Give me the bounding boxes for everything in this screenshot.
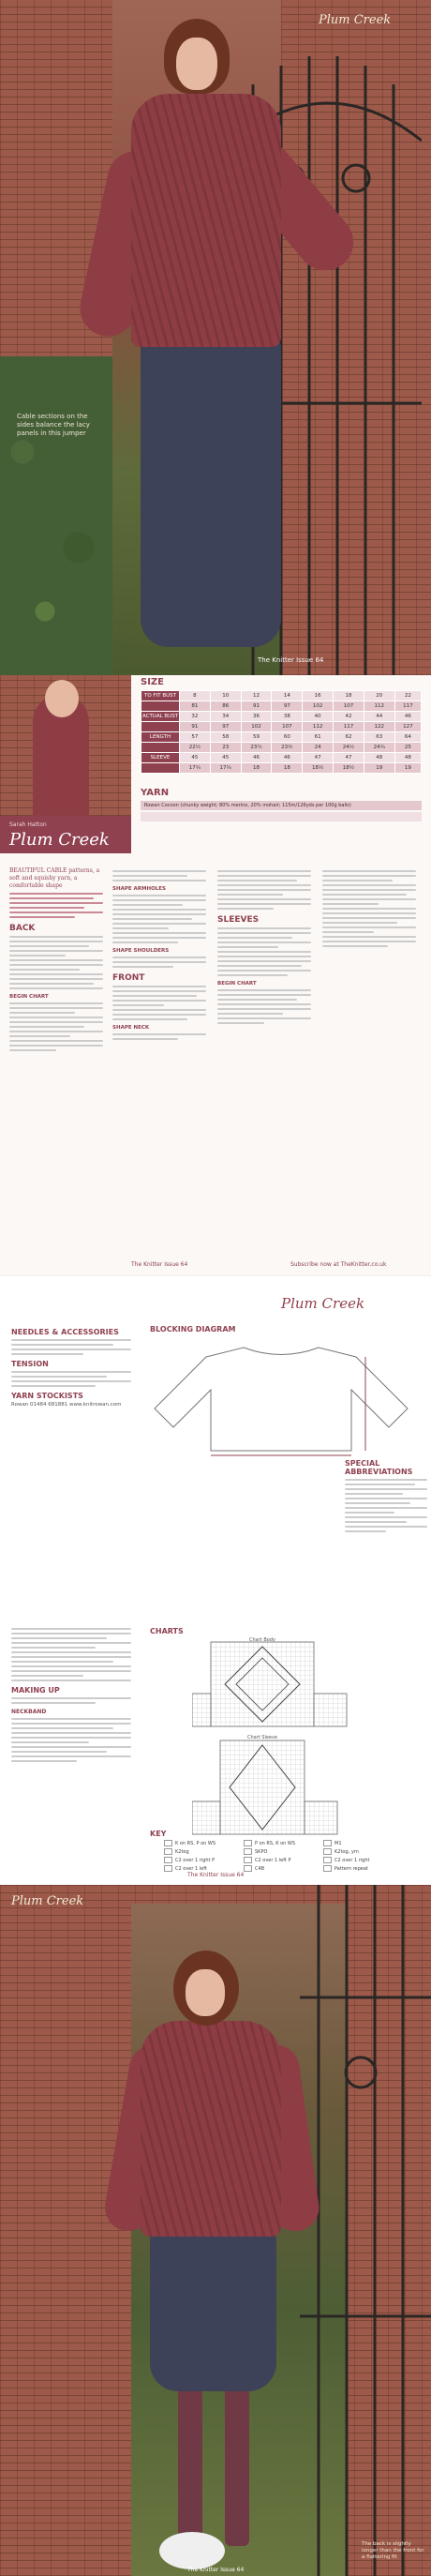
size-cell: 112 <box>364 701 394 712</box>
designer-name: Sarah Hatton <box>9 821 47 828</box>
white-dog <box>159 2532 225 2569</box>
cable-sweater <box>141 2021 281 2237</box>
size-cell: 14 <box>272 691 303 701</box>
size-cell: 107 <box>272 722 303 732</box>
size-cell: 44 <box>364 712 394 722</box>
page-title: Plum Creek <box>11 1894 84 1908</box>
blocking-diagram <box>150 1338 412 1460</box>
size-cell: 24 <box>303 743 334 753</box>
pattern-notes-2 <box>11 1625 131 1765</box>
size-cell: 23 <box>210 743 241 753</box>
key-swatch-icon <box>323 1840 332 1846</box>
key-item <box>323 1840 403 1846</box>
size-cell: 63 <box>364 732 394 743</box>
size-cell: 81 <box>180 701 211 712</box>
key-swatch-icon <box>164 1857 172 1863</box>
pattern-column-2 <box>112 867 206 1043</box>
section-heading: MAKING UP <box>11 1686 60 1695</box>
chart-sleeve-label: Chart Sleeve <box>246 1735 278 1740</box>
size-cell: 18 <box>334 691 364 701</box>
page-footer: The Knitter Issue 64 <box>187 2567 245 2573</box>
section-subheading: SHAPE NECK <box>112 1025 150 1031</box>
size-cell: 97 <box>210 722 241 732</box>
size-cell: 59 <box>241 732 272 743</box>
iron-gate <box>300 1885 431 2576</box>
key-label: C2 over 1 left <box>175 1866 207 1872</box>
size-cell: 18 <box>241 763 272 774</box>
size-row-label <box>141 763 180 774</box>
pattern-title: Plum Creek <box>9 830 110 850</box>
size-row <box>141 701 422 712</box>
blocking-heading: BLOCKING DIAGRAM <box>150 1325 236 1333</box>
model-face <box>186 1969 225 2016</box>
size-cell: 45 <box>180 753 211 763</box>
size-row-label <box>141 701 180 712</box>
size-cell: 86 <box>210 701 241 712</box>
section-heading: FRONT <box>112 973 145 983</box>
model-thumbnail <box>0 675 131 816</box>
footer-right[interactable]: Subscribe now at TheKnitter.co.uk <box>290 1261 387 1268</box>
key-label: SKPO <box>255 1849 268 1855</box>
size-row <box>141 732 422 743</box>
page-photo-1 <box>0 0 431 675</box>
key-label: K on RS, P on WS <box>175 1841 216 1846</box>
size-row-label <box>141 722 180 732</box>
size-cell: 24½ <box>334 743 364 753</box>
size-row <box>141 753 422 763</box>
key-label: C2 over 1 right P <box>175 1858 216 1863</box>
size-row <box>141 691 422 701</box>
intro-text: BEAUTIFUL CABLE patterns, a soft and squishy yarn, a comfortable shape <box>9 867 100 889</box>
key-item <box>244 1857 323 1863</box>
pattern-notes <box>11 1323 131 1409</box>
key-label: C2 over 1 right <box>334 1858 370 1863</box>
section-subheading: NECKBAND <box>11 1709 47 1715</box>
knitting-charts <box>192 1637 351 1839</box>
size-cell: 23¼ <box>241 743 272 753</box>
photo-caption: The back is slightly longer than the front for a flattering fit <box>362 2541 424 2560</box>
model-face <box>176 38 217 90</box>
page-pattern-2 <box>0 1275 431 1886</box>
key-item <box>244 1865 323 1872</box>
key-swatch-icon <box>244 1840 252 1846</box>
section-subheading: BEGIN CHART <box>9 994 49 1000</box>
size-cell: 48 <box>364 753 394 763</box>
size-cell: 97 <box>272 701 303 712</box>
page-footer: The Knitter Issue 64 <box>258 656 324 664</box>
size-cell: 12 <box>241 691 272 701</box>
size-cell: 112 <box>303 722 334 732</box>
patterned-tights <box>178 2387 202 2546</box>
size-cell: 57 <box>180 732 211 743</box>
size-cell: 22½ <box>180 743 211 753</box>
size-cell: 117 <box>334 722 364 732</box>
size-cell: 38 <box>272 712 303 722</box>
page-title: Plum Creek <box>319 13 392 27</box>
key-item <box>164 1840 244 1846</box>
size-cell: 48 <box>394 753 421 763</box>
key-item <box>244 1840 323 1846</box>
size-cell: 40 <box>303 712 334 722</box>
size-cell: 23½ <box>272 743 303 753</box>
charts-heading: CHARTS <box>150 1627 184 1635</box>
size-cell: 91 <box>180 722 211 732</box>
patterned-tights <box>225 2387 249 2546</box>
section-heading: TENSION <box>11 1360 49 1368</box>
section-subheading: BEGIN CHART <box>217 981 257 987</box>
cable-sweater <box>131 94 281 347</box>
size-cell: 46 <box>241 753 272 763</box>
size-row-label: ACTUAL BUST <box>141 712 180 722</box>
key-item <box>244 1848 323 1855</box>
key-swatch-icon <box>244 1857 252 1863</box>
section-subheading: SHAPE SHOULDERS <box>112 948 170 954</box>
page-title: Plum Creek <box>281 1295 365 1312</box>
size-row-label <box>141 743 180 753</box>
key-swatch-icon <box>164 1840 172 1846</box>
section-subheading: SHAPE ARMHOLES <box>112 886 166 892</box>
key-swatch-icon <box>323 1857 332 1863</box>
size-cell: 19 <box>394 763 421 774</box>
key-item <box>164 1865 244 1872</box>
size-cell: 17¾ <box>210 763 241 774</box>
key-label: C4B <box>255 1866 265 1872</box>
key-swatch-icon <box>164 1848 172 1855</box>
size-cell: 18 <box>272 763 303 774</box>
size-cell: 20 <box>364 691 394 701</box>
footer-left: The Knitter Issue 64 <box>131 1261 188 1268</box>
size-cell: 10 <box>210 691 241 701</box>
size-cell: 122 <box>364 722 394 732</box>
size-cell: 24¾ <box>364 743 394 753</box>
size-cell: 47 <box>303 753 334 763</box>
pattern-column-4 <box>322 867 416 950</box>
size-cell: 62 <box>334 732 364 743</box>
size-cell: 102 <box>303 701 334 712</box>
size-row-label: LENGTH <box>141 732 180 743</box>
size-cell: 16 <box>303 691 334 701</box>
key-item <box>164 1857 244 1863</box>
page-footer <box>131 1261 431 1268</box>
size-row <box>141 743 422 753</box>
size-row-label: SLEEVE <box>141 753 180 763</box>
size-row-label: TO FIT BUST <box>141 691 180 701</box>
size-cell: 17¾ <box>180 763 211 774</box>
size-cell: 22 <box>394 691 421 701</box>
key-heading: KEY <box>150 1830 167 1838</box>
size-cell: 46 <box>394 712 421 722</box>
section-heading: NEEDLES & ACCESSORIES <box>11 1328 119 1336</box>
page-pattern-1 <box>0 675 431 1275</box>
key-item <box>323 1857 403 1863</box>
size-cell: 34 <box>210 712 241 722</box>
size-cell: 8 <box>180 691 211 701</box>
size-heading: SIZE <box>141 677 165 687</box>
size-cell: 117 <box>394 701 421 712</box>
key-label: Pattern repeat <box>334 1866 368 1872</box>
size-cell: 19 <box>364 763 394 774</box>
key-item <box>164 1848 244 1855</box>
special-abbreviations <box>345 1454 427 1535</box>
skirt <box>150 2232 276 2391</box>
pattern-column-3 <box>217 867 311 1027</box>
size-cell: 107 <box>334 701 364 712</box>
key-label: K2tog, yrn <box>334 1849 359 1855</box>
size-cell: 58 <box>210 732 241 743</box>
size-cell: 47 <box>334 753 364 763</box>
section-heading: SLEEVES <box>217 915 260 925</box>
size-cell: 45 <box>210 753 241 763</box>
size-row <box>141 763 422 774</box>
size-cell: 46 <box>272 753 303 763</box>
size-cell: 91 <box>241 701 272 712</box>
size-cell: 25 <box>394 743 421 753</box>
page-footer: The Knitter Issue 64 <box>187 1872 245 1878</box>
stockists-text: Rowan 01484 681881 www.knitrowan.com <box>11 1402 122 1408</box>
key-swatch-icon <box>164 1865 172 1872</box>
photo-caption: Cable sections on the sides balance the lacy panels in this jumper <box>17 413 90 437</box>
key-item <box>323 1848 403 1855</box>
yarn-heading: YARN <box>141 788 170 798</box>
key-label: M1 <box>334 1841 342 1846</box>
size-cell: 60 <box>272 732 303 743</box>
key-swatch-icon <box>323 1848 332 1855</box>
page-photo-2 <box>0 1885 431 2576</box>
yarn-description: Rowan Cocoon (chunky weight; 80% merino, 20% mohair; 115m/126yds per 100g balls) <box>141 801 422 810</box>
chart-key <box>164 1839 417 1873</box>
size-cell: 64 <box>394 732 421 743</box>
size-cell: 18½ <box>334 763 364 774</box>
size-cell: 127 <box>394 722 421 732</box>
pattern-column-1 <box>9 867 103 1054</box>
size-cell: 42 <box>334 712 364 722</box>
key-item <box>323 1865 403 1872</box>
key-swatch-icon <box>244 1865 252 1872</box>
section-heading: BACK <box>9 924 36 933</box>
key-label: P on RS, K on WS <box>255 1841 296 1846</box>
section-heading: YARN STOCKISTS <box>11 1392 83 1400</box>
size-cell: 36 <box>241 712 272 722</box>
key-swatch-icon <box>244 1848 252 1855</box>
chart-body-label: Chart Body <box>249 1637 275 1643</box>
key-label: C2 over 1 left P <box>255 1858 291 1863</box>
section-heading: SPECIAL ABBREVIATIONS <box>345 1459 413 1476</box>
yarn-quantities <box>141 812 422 821</box>
size-table <box>141 690 422 774</box>
size-row <box>141 722 422 732</box>
ivy-leaves <box>0 356 112 675</box>
model-face <box>45 680 79 717</box>
size-row <box>141 712 422 722</box>
size-cell: 102 <box>241 722 272 732</box>
key-swatch-icon <box>323 1865 332 1872</box>
skirt <box>141 338 281 647</box>
size-cell: 18½ <box>303 763 334 774</box>
size-cell: 61 <box>303 732 334 743</box>
size-cell: 32 <box>180 712 211 722</box>
key-label: K2tog <box>175 1849 189 1855</box>
